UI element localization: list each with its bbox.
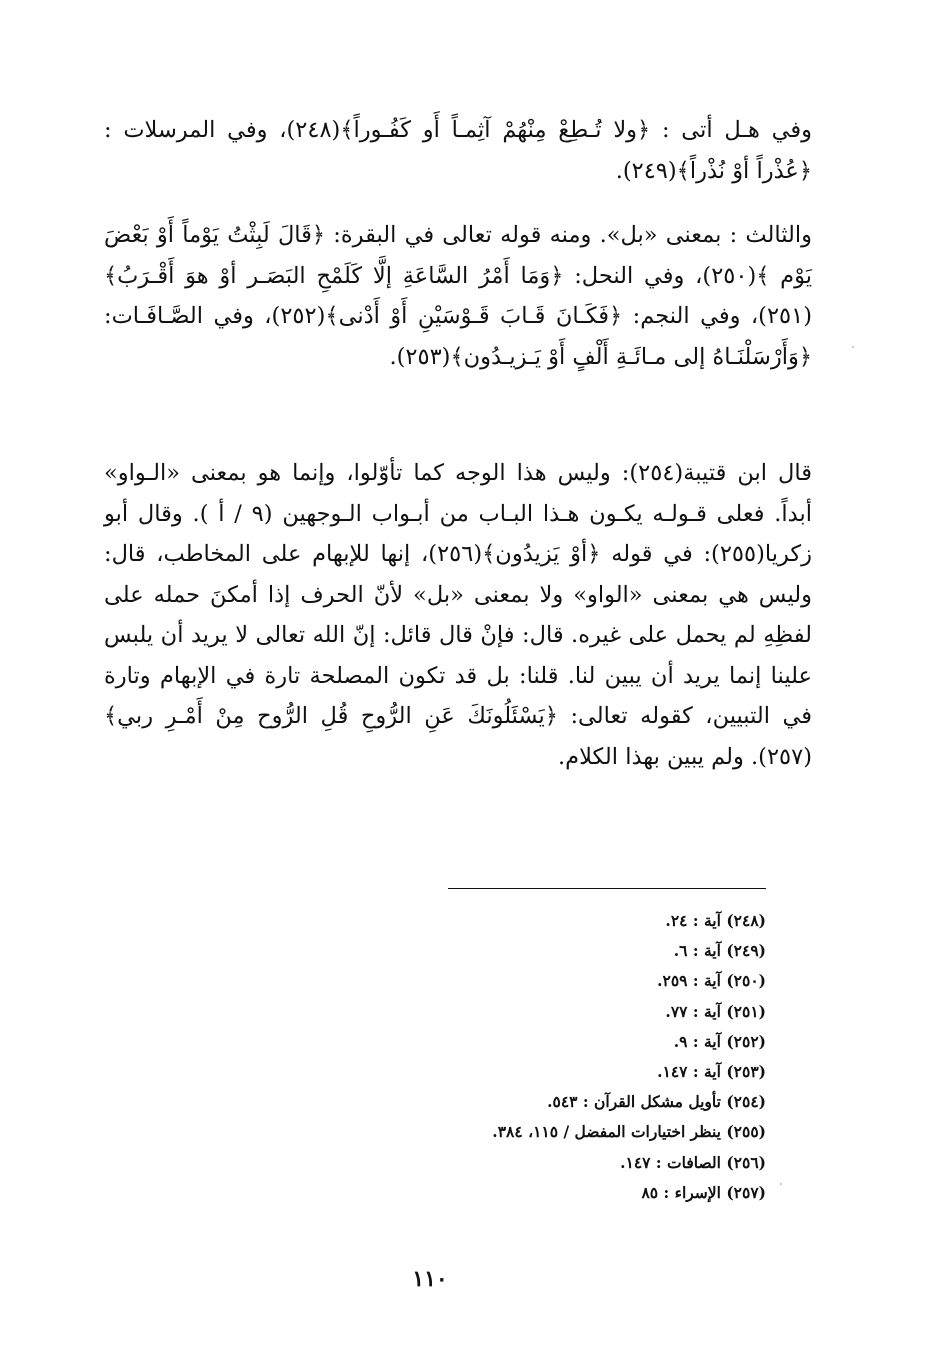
footnote-257: (٢٥٧) الإسراء : ٨٥ (641, 1182, 766, 1202)
footnote-255: (٢٥٥) ينظر اختيارات المفضل / ١١٥، ٣٨٤. (492, 1122, 766, 1142)
footnote-250: (٢٥٠) آية : ٢٥٩. (657, 971, 766, 991)
footnote-256: (٢٥٦) الصافات : ١٤٧. (620, 1152, 766, 1172)
footnotes-list (300, 906, 766, 1208)
scan-speck (852, 346, 854, 348)
footnote-248: (٢٤٨) آية : ٢٤. (665, 911, 766, 930)
footnote-252: (٢٥٢) آية : ٩. (673, 1031, 766, 1051)
page-number: ١١٠ (412, 1266, 448, 1292)
paragraph-3: قال ابن قتيبة(٢٥٤): وليس هذا الوجه كما تأوّلوا، وإنما هو بمعنى «الـواو» أبداً. فعلى قـولـه يكـون هـذا البـاب من أبـواب الـوجهين (٩ / أ ). وقال أبو زكريا(٢٥٥): في قوله ﴿أوْ يَزيدُون﴾(٢٥٦)، إنها للإبهام على المخاطب، قال: وليس هي بمعنى «الواو» ولا بمعنى «بل» لأنّ الحرف إذا أمكنَ حمله على لفظِهِ لم يحمل على غيره. قال: فإنْ قال قائل: إنّ الله تعالى لا يريد أن يلبس علينا إنما يريد أن يبين لنا. قلنا: بل قد تكون المصلحة تارة في الإبهام وتارة في التبيين، كقوله تعالى: ﴿يَسْئَلُونَكَ عَنِ الرُّوحِ قُلِ الرُّوح مِنْ أَمْـرِ ربي﴾(٢٥٧). ولم يبين بهذا الكلام. (104, 460, 812, 770)
footnote-249: (٢٤٩) آية : ٦. (673, 941, 766, 961)
footnote-separator (448, 888, 766, 889)
scan-speck (780, 1183, 782, 1185)
paragraph-1: وفي هـل أتى : ﴿ولا تُـطِعْ مِنْهُمْ آثِمـاً أَو كَفُـوراً﴾(٢٤٨)، وفي المرسلات : ﴿عُذْراً أوْ نُذْراً﴾(٢٤٩). (104, 117, 812, 184)
footnote-253: (٢٥٣) آية : ١٤٧. (657, 1062, 766, 1082)
footnote-254: (٢٥٤) تأويل مشكل القرآن : ٥٤٣. (547, 1092, 766, 1112)
paragraph-2: والثالث : بمعنى «بل». ومنه قوله تعالى في البقرة: ﴿قَالَ لَبِثْتُ يَوْماً أَوْ بَعْضَ يَوْم ﴾(٢٥٠)، وفي النحل: ﴿وَمَا أَمْرُ السَّاعَةِ إلَّا كَلَمْحِ البَصَـر أوْ هوَ أَقْـرَبُ﴾(٢٥١)، وفي النجم: ﴿فَكَـانَ قَـابَ قَـوْسَيْنِ أَوْ أَدْنى﴾(٢٥٢)، وفي الصَّـافَـات: ﴿وَأَرْسَلْنَـاهُ إلى مـائَـةِ أَلْفٍ أَوْ يَـزيـدُون﴾(٢٥٣). (104, 222, 813, 370)
footnote-251: (٢٥١) آية : ٧٧. (665, 1001, 766, 1021)
